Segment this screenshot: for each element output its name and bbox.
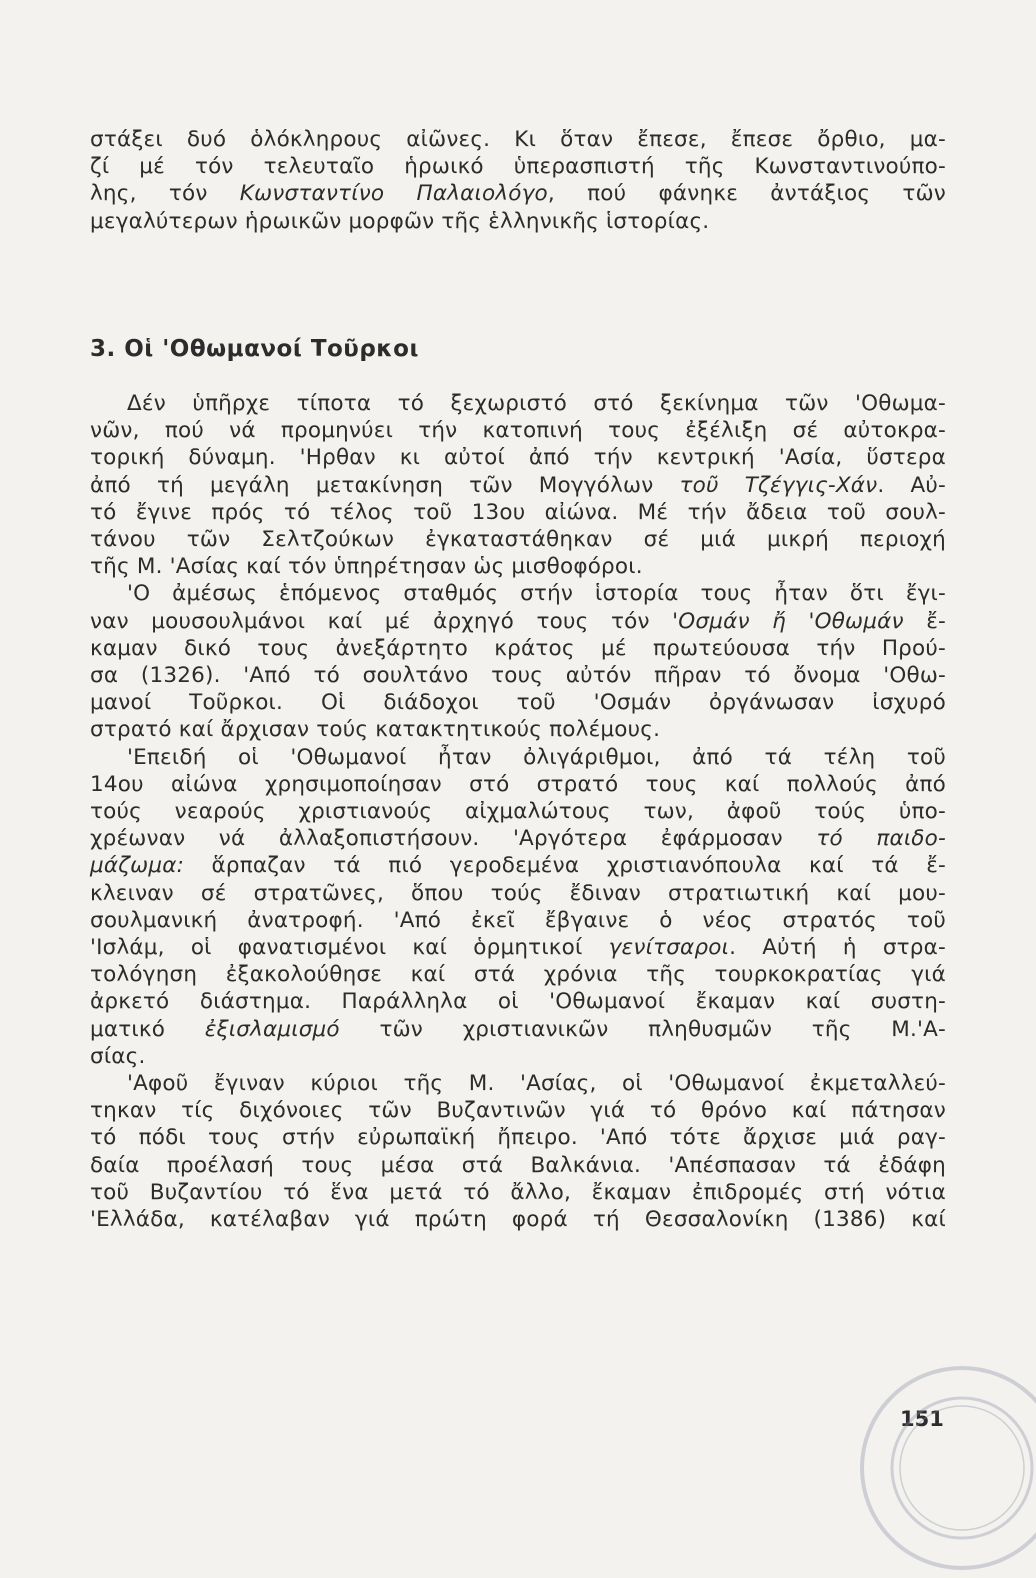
text-line: 'Επειδή οἱ 'Οθωμανοί ἦταν ὀλιγάριθμοι, ἀπό τά τέλη τοῦ [127, 744, 946, 770]
page-number: 151 [900, 1407, 944, 1431]
text-line: ἀπό τή μεγάλη μετακίνηση τῶν Μογγόλων τοῦ Τζέγγις-Χάν. Αὐ- [90, 472, 946, 498]
text-line: ματικό ἐξισλαμισμό τῶν χριστιανικῶν πληθυσμῶν τῆς Μ.'Α- [90, 1016, 946, 1042]
text-line: ναν μουσουλμάνοι καί μέ ἀρχηγό τους τόν 'Οσμάν ἤ 'Οθωμάν ἔ- [90, 608, 946, 634]
text-line: τάνου τῶν Σελτζούκων ἐγκαταστάθηκαν σέ μιά μικρή περιοχή [90, 527, 946, 553]
text-line: τορική δύναμη. 'Ηρθαν κι αὐτοί ἀπό τήν κεντρική 'Ασία, ὕστερα [90, 445, 946, 471]
text-line: 14ου αἰώνα χρησιμοποίησαν στό στρατό τους καί πολλούς ἀπό [90, 771, 946, 797]
text-line: καμαν δικό τους ἀνεξάρτητο κράτος μέ πρωτεύουσα τήν Πρού- [90, 635, 946, 661]
text-line: στάξει δυό ὁλόκληρους αἰῶνες. Κι ὅταν ἔπεσε, ἔπεσε ὄρθιο, μα- [90, 127, 946, 152]
text-line: νῶν, πού νά προμηνύει τήν κατοπινή τους ἐξέλιξη σέ αὐτοκρα- [90, 418, 946, 444]
library-stamp-icon [852, 1358, 1036, 1578]
text-line: τό ἔγινε πρός τό τέλος τοῦ 13ου αἰώνα. Μέ τήν ἄδεια τοῦ σουλ- [90, 499, 946, 525]
text-line: μεγαλύτερων ἡρωικῶν μορφῶν τῆς ἑλληνικῆς ἱστορίας. [90, 208, 710, 234]
text-line: τούς νεαρούς χριστιανούς αἰχμαλώτους των, ἀφοῦ τούς ὑπο- [90, 799, 946, 825]
text-line: 'Αφοῦ ἔγιναν κύριοι τῆς Μ. 'Ασίας, οἱ 'Οθωμανοί ἐκμεταλλεύ- [127, 1071, 946, 1097]
text-line: τολόγηση ἐξακολούθησε καί στά χρόνια τῆς τουρκοκρατίας γιά [90, 962, 946, 988]
text-line: χρέωναν νά ἀλλαξοπιστήσουν. 'Αργότερα ἐφάρμοσαν τό παιδο- [90, 826, 946, 852]
text-line: ζί μέ τόν τελευταῖο ἡρωικό ὑπερασπιστή τῆς Κωνσταντινούπο- [90, 154, 946, 180]
section-heading: 3. Οἱ 'Οθωμανοί Τοῦρκοι [90, 336, 419, 362]
text-line: δαία προέλασή τους μέσα στά Βαλκάνια. 'Απέσπασαν τά ἐδάφη [90, 1152, 946, 1178]
text-line: τῆς Μ. 'Ασίας καί τόν ὑπηρέτησαν ὡς μισθοφόροι. [90, 554, 643, 580]
text-line: τοῦ Βυζαντίου τό ἕνα μετά τό ἄλλο, ἔκαμαν ἐπιδρομές στή νότια [90, 1179, 946, 1205]
text-line: σουλμανική ἀνατροφή. 'Από ἐκεῖ ἔβγαινε ὁ νέος στρατός τοῦ [90, 907, 946, 933]
text-line: σα (1326). 'Από τό σουλτάνο τους αὐτόν πῆραν τό ὄνομα 'Οθω- [90, 663, 946, 689]
text-line: σίας. [90, 1043, 146, 1069]
text-line: στρατό καί ἄρχισαν τούς κατακτητικούς πολέμους. [90, 717, 661, 743]
text-line: μανοί Τοῦρκοι. Οἱ διάδοχοι τοῦ 'Οσμάν ὀργάνωσαν ἰσχυρό [90, 690, 946, 716]
text-line: τό πόδι τους στήν εὐρωπαϊκή ἤπειρο. 'Από τότε ἄρχισε μιά ραγ- [90, 1125, 946, 1151]
text-line: 'Ισλάμ, οἱ φανατισμένοι καί ὁρμητικοί γενίτσαροι. Αὐτή ἡ στρα- [90, 935, 946, 961]
text-line: λης, τόν Κωνσταντίνο Παλαιολόγο, πού φάνηκε ἀντάξιος τῶν [90, 181, 946, 207]
text-line: κλειναν σέ στρατῶνες, ὅπου τούς ἔδιναν στρατιωτική καί μου- [90, 880, 946, 906]
text-line: ἀρκετό διάστημα. Παράλληλα οἱ 'Οθωμανοί ἔκαμαν καί συστη- [90, 989, 946, 1015]
text-line: Δέν ὑπῆρχε τίποτα τό ξεχωριστό στό ξεκίνημα τῶν 'Οθωμα- [127, 391, 946, 416]
text-line: 'Ο ἀμέσως ἑπόμενος σταθμός στήν ἱστορία τους ἦταν ὅτι ἔγι- [127, 581, 946, 607]
text-line: τηκαν τίς διχόνοιες τῶν Βυζαντινῶν γιά τό θρόνο καί πάτησαν [90, 1098, 946, 1124]
paragraph-top [90, 126, 946, 235]
text-line: 'Ελλάδα, κατέλαβαν γιά πρώτη φορά τή Θεσσαλονίκη (1386) καί [90, 1207, 946, 1233]
section-body [90, 390, 946, 1233]
text-line: μάζωμα: ἅρπαζαν τά πιό γεροδεμένα χριστιανόπουλα καί τά ἔ- [90, 853, 946, 879]
